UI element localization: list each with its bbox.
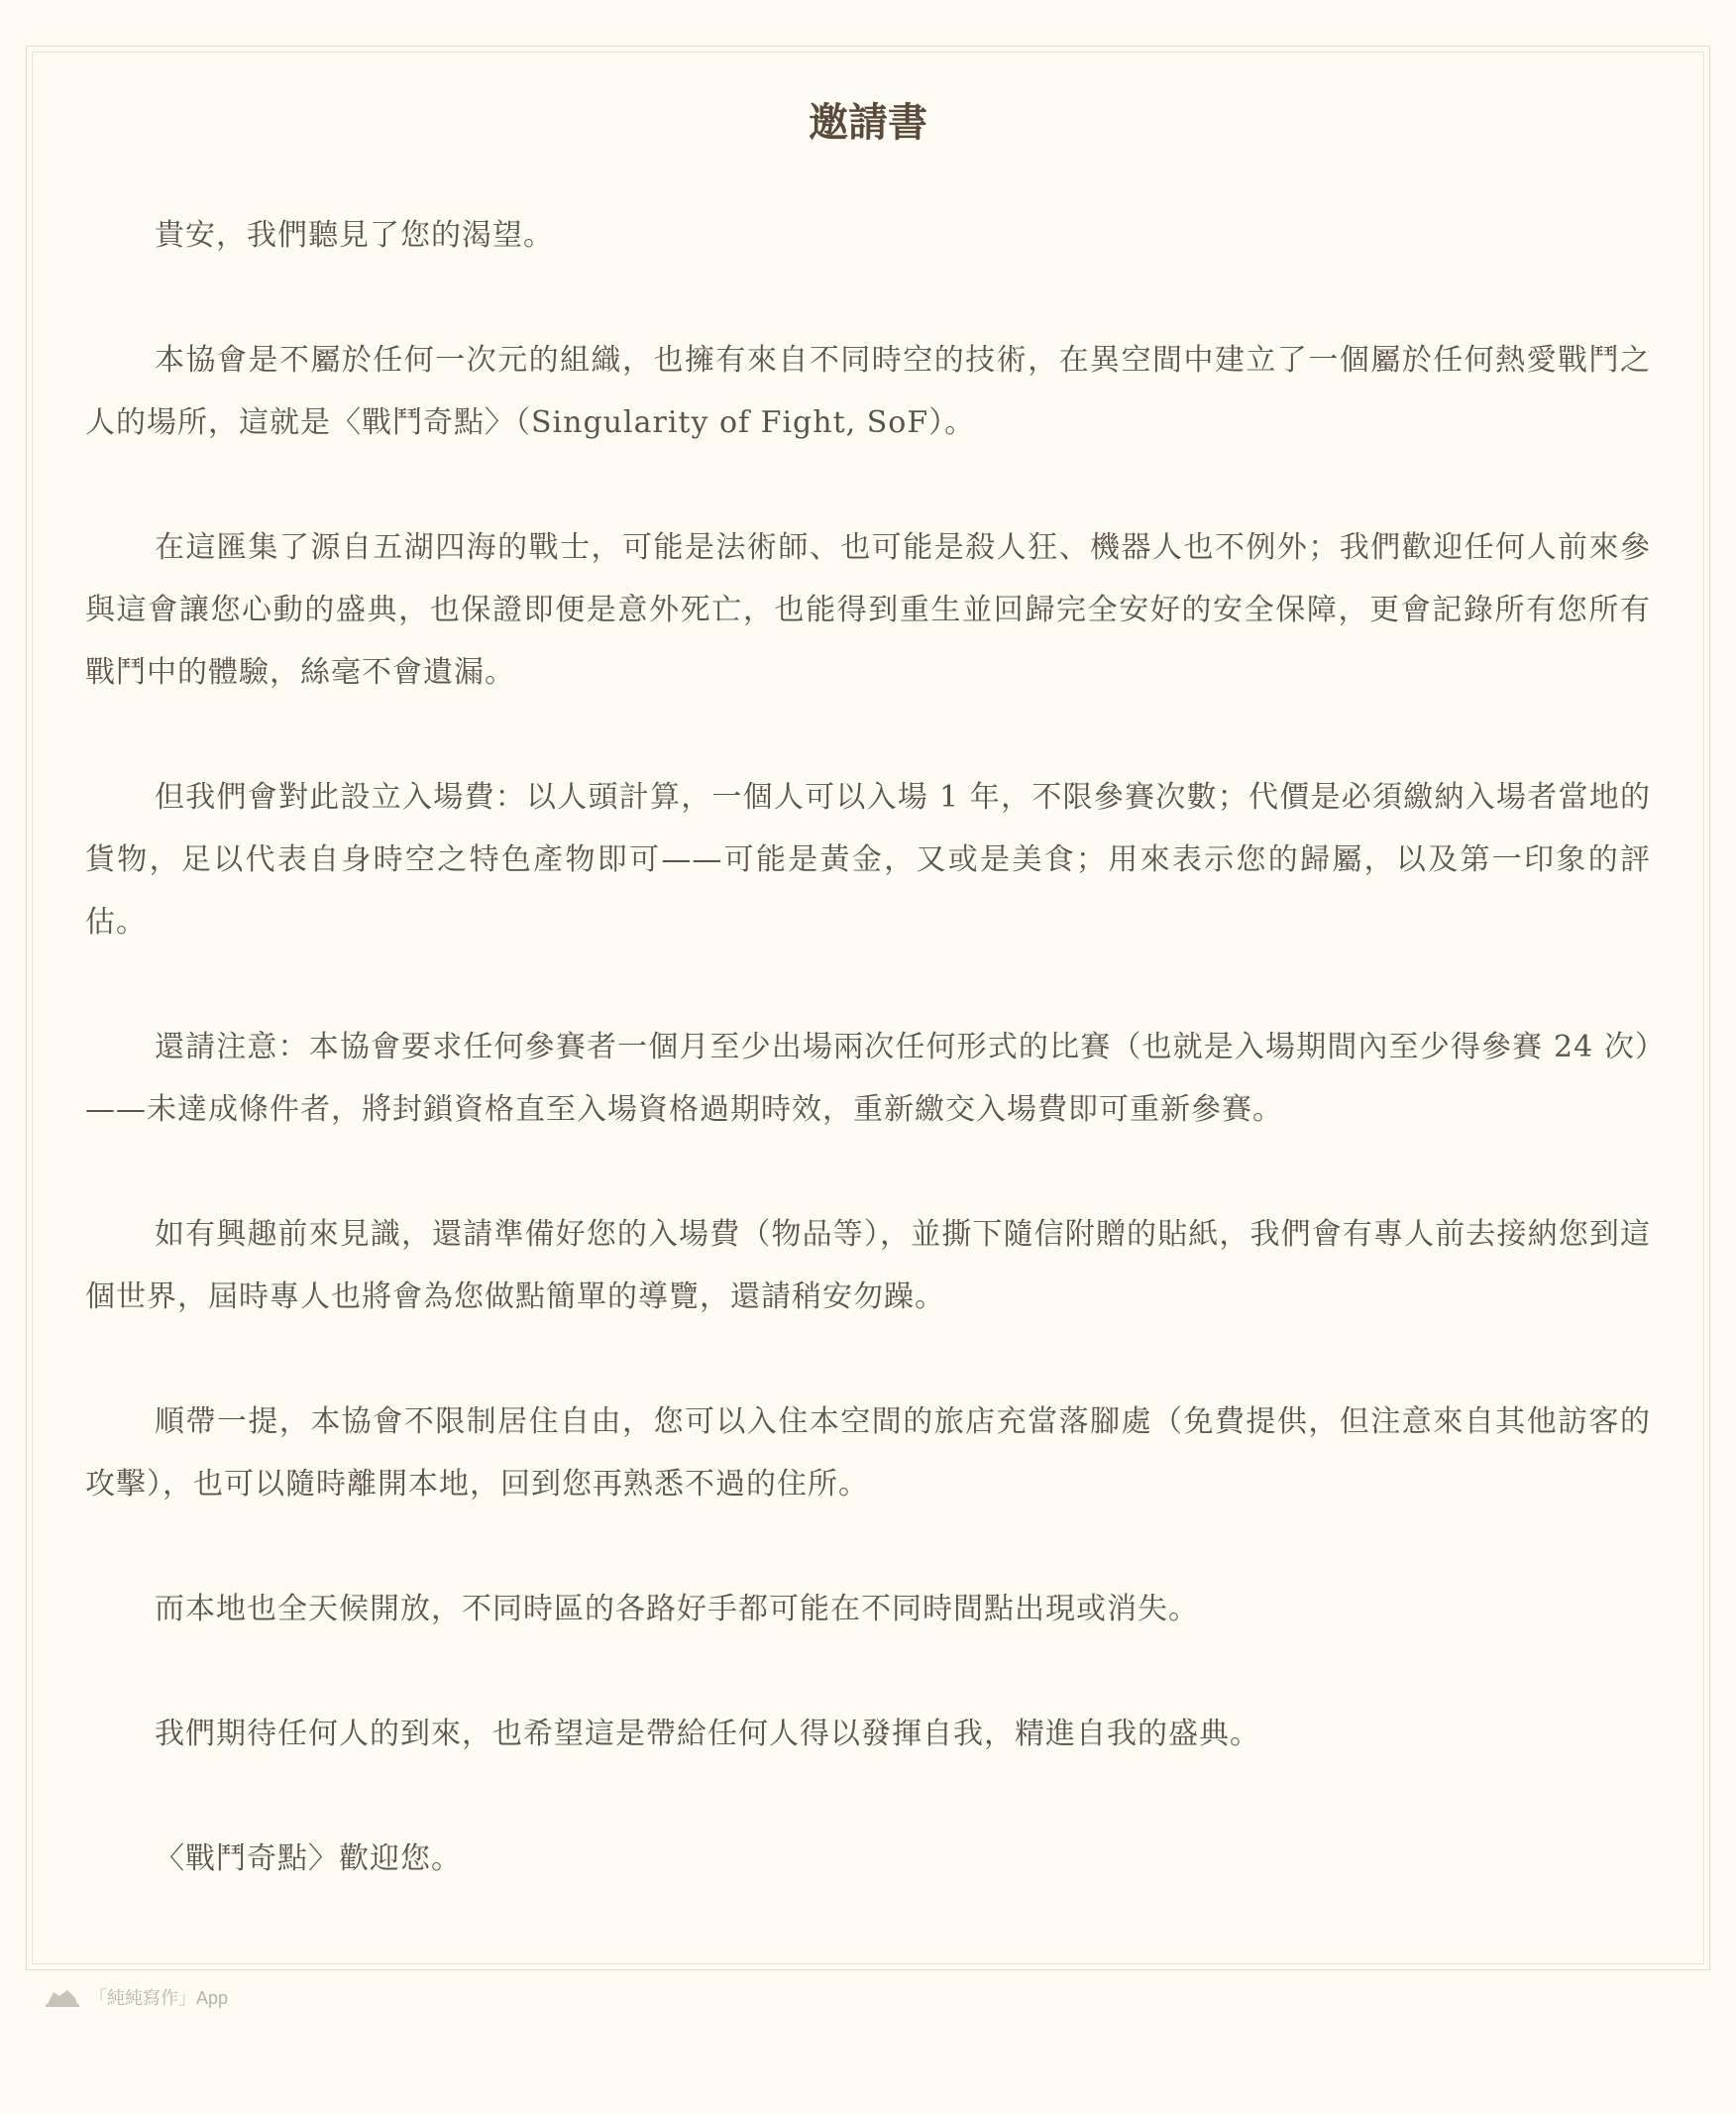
app-watermark-text: 「純純寫作」App <box>89 1988 229 2008</box>
paragraph-residence: 順帶一提，本協會不限制居住自由，您可以入住本空間的旅店充當落腳處（免費提供，但注意來自其他訪客的攻擊），也可以隨時離開本地，回到您再熟悉不過的住所。 <box>85 1404 1651 1502</box>
paragraph-interest: 如有興趣前來見識，還請準備好您的入場費（物品等），並撕下隨信附贈的貼紙，我們會有專人前去接納您到這個世界，屆時專人也將會為您做點簡單的導覽，還請稍安勿躁。 <box>85 1217 1651 1314</box>
paragraph-welcome: 〈戰鬥奇點〉歡迎您。 <box>155 1841 462 1876</box>
paragraph-expectation: 我們期待任何人的到來，也希望這是帶給任何人得以發揮自我，精進自我的盛典。 <box>155 1717 1260 1751</box>
paragraph-opening: 而本地也全天候開放，不同時區的各路好手都可能在不同時間點出現或消失。 <box>155 1592 1199 1626</box>
document-body <box>85 93 1651 1890</box>
paragraph-association: 本協會是不屬於任何一次元的組織，也擁有來自不同時空的技術，在異空間中建立了一個屬於任何熱愛戰鬥之人的場所，這就是〈戰鬥奇點〉（Singularity of Fight, SoF）。 <box>85 343 1651 440</box>
paragraph-warriors: 在這匯集了源自五湖四海的戰士，可能是法術師、也可能是殺人狂、機器人也不例外；我們歡迎任何人前來參與這會讓您心動的盛典，也保證即便是意外死亡，也能得到重生並回歸完全安好的安全保障，更會記錄所有您所有戰鬥中的體驗，絲毫不會遺漏。 <box>85 530 1651 690</box>
document-title: 邀請書 <box>809 99 927 146</box>
paragraph-entry-fee: 但我們會對此設立入場費：以人頭計算，一個人可以入場 1 年，不限參賽次數；代價是必須繳納入場者當地的貨物，足以代表自身時空之特色產物即可——可能是黃金，又或是美食；用來表示您的歸屬，以及第一印象的評估。 <box>85 780 1651 940</box>
app-logo-icon <box>46 1986 79 2008</box>
app-watermark <box>46 1982 228 2012</box>
paragraph-notice: 還請注意：本協會要求任何參賽者一個月至少出場兩次任何形式的比賽（也就是入場期間內至少得參賽 24 次）——未達成條件者，將封鎖資格直至入場資格過期時效，重新繳交入場費即可重新參賽。 <box>85 1030 1651 1127</box>
paragraph-greeting: 貴安，我們聽見了您的渴望。 <box>155 218 554 253</box>
